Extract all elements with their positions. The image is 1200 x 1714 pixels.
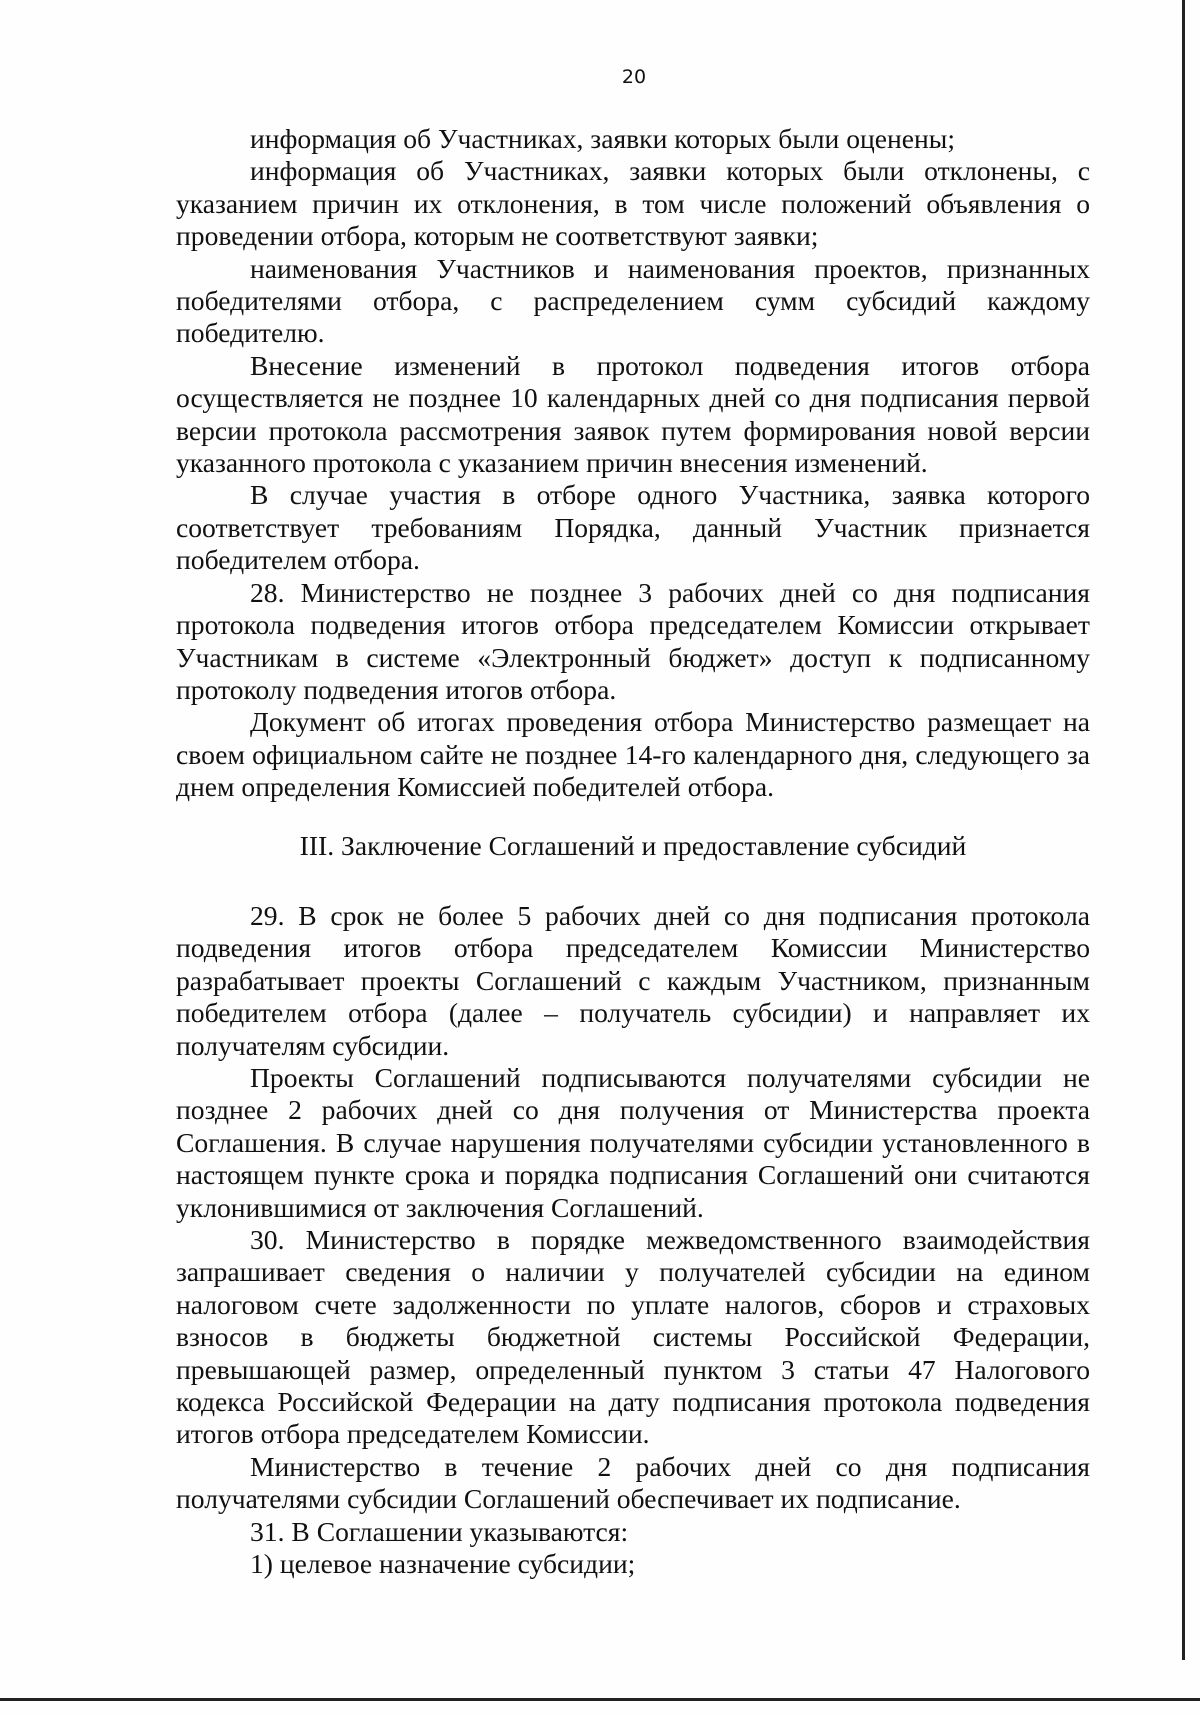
paragraph: Внесение изменений в протокол подведения итогов отбора осуществляется не позднее 10 календарных дней со дня подписания первой версии протокола рассмотрения заявок путем формирования новой версии указанного протокола с указанием причин внесения изменений.	[176, 349, 1090, 479]
paragraph: 29. В срок не более 5 рабочих дней со дня подписания протокола подведения итогов отбора председателем Комиссии Министерство разрабатывает проекты Соглашений с каждым Участником, признанным победителем отбора (далее – получатель субсидии) и направляет их получателям субсидии.	[176, 899, 1090, 1061]
section-heading: III. Заключение Соглашений и предоставление субсидий	[299, 829, 967, 861]
scan-edge-right	[1182, 0, 1185, 1660]
paragraph: наименования Участников и наименования проектов, признанных победителями отбора, с распределением сумм субсидий каждому победителю.	[176, 252, 1090, 349]
paragraph: Проекты Соглашений подписываются получателями субсидии не позднее 2 рабочих дней со дня получения от Министерства проекта Соглашения. В случае нарушения получателями субсидии установленного в настоящем пункте срока и порядка подписания Соглашений они считаются уклонившимися от заключения Соглашений.	[176, 1061, 1090, 1223]
paragraph: В случае участия в отборе одного Участника, заявка которого соответствует требованиям Порядка, данный Участник признается победителем отбора.	[176, 479, 1090, 576]
document-body	[176, 123, 1090, 1580]
scan-edge-bottom	[0, 1698, 1200, 1701]
paragraph: 31. В Соглашении указываются:	[250, 1515, 629, 1547]
paragraph: Министерство в течение 2 рабочих дней со дня подписания получателями субсидии Соглашений обеспечивает их подписание.	[176, 1450, 1090, 1515]
page-number: 20	[621, 66, 647, 88]
paragraph: Документ об итогах проведения отбора Министерство размещает на своем официальном сайте не позднее 14-го календарного дня, следующего за днем определения Комиссией победителей отбора.	[176, 706, 1090, 803]
paragraph: 1) целевое назначение субсидии;	[250, 1548, 636, 1580]
paragraph: 30. Министерство в порядке межведомственного взаимодействия запрашивает сведения о наличии у получателей субсидии на едином налоговом счете задолженности по уплате налогов, сборов и страховых взносов в бюджеты бюджетной системы Российской Федерации, превышающей размер, определенный пунктом 3 статьи 47 Налогового кодекса Российской Федерации на дату подписания протокола подведения итогов отбора председателем Комиссии.	[176, 1224, 1090, 1450]
paragraph: информация об Участниках, заявки которых были оценены;	[250, 123, 956, 154]
paragraph: 28. Министерство не позднее 3 рабочих дней со дня подписания протокола подведения итогов отбора председателем Комиссии открывает Участникам в системе «Электронный бюджет» доступ к подписанному протоколу подведения итогов отбора.	[176, 576, 1090, 705]
paragraph: информация об Участниках, заявки которых были отклонены, с указанием причин их отклонения, в том числе положений объявления о проведении отбора, которым не соответствуют заявки;	[176, 155, 1090, 252]
